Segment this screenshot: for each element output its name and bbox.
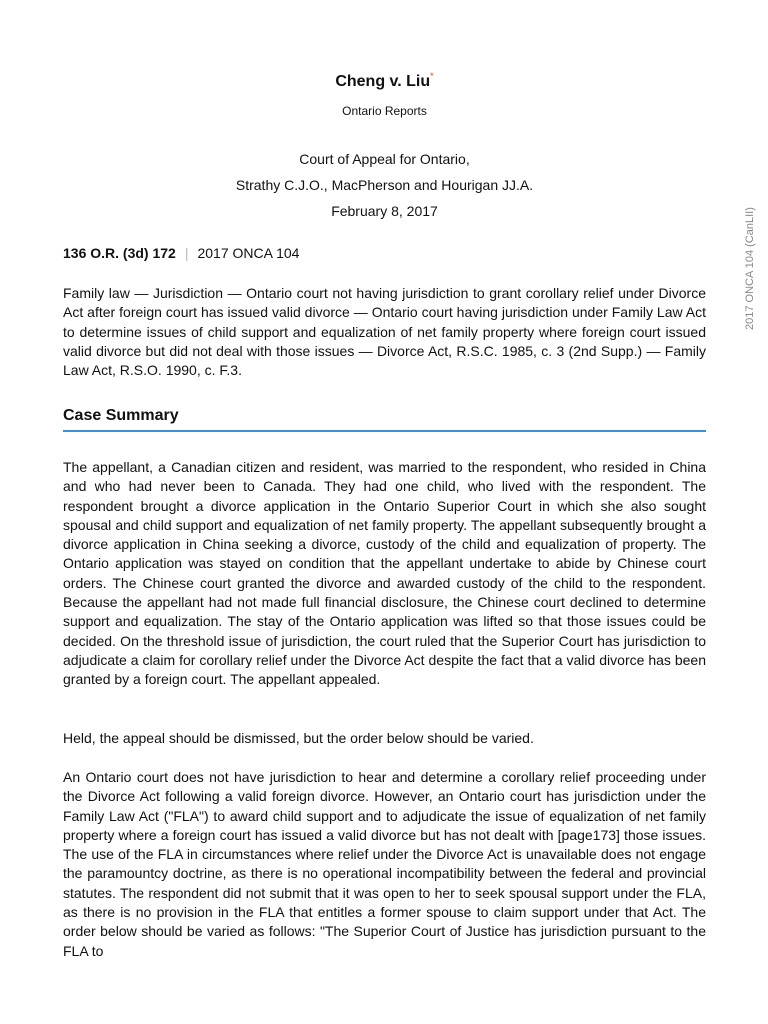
section-divider [63, 430, 706, 432]
footnote-mark[interactable]: * [430, 71, 434, 81]
reporter-citation: 136 O.R. (3d) 172 [63, 245, 176, 261]
summary-paragraph: The appellant, a Canadian citizen and resident, was married to the respondent, who resided in China and who had never been to Canada. They had one child, who lived with the respondent. The respondent brought a divorce application in the Ontario Superior Court in which she also sought spousal and child support and equalization of net family property. The appellant subsequently brought a divorce application in China seeking a divorce, custody of the child and equalization of property. The Ontario application was stayed on condition that the appellant undertake to abide by Chinese court orders. The Chinese court granted the divorce and awarded custody of the child to the respondent. Because the appellant had not made full financial disclosure, the Chinese court declined to determine support and equalization. The stay of the Ontario application was lifted so that those issues could be decided. On the threshold issue of jurisdiction, the court ruled that the Superior Court has jurisdiction to adjudicate a claim for corollary relief under the Divorce Act despite the fact that a valid divorce has been granted by a foreign court. The appellant appealed. [63, 459, 706, 688]
headnote-keywords: Family law — Jurisdiction — Ontario court not having jurisdiction to grant corollary relief under Divorce Act after foreign court has issued valid divorce — Ontario court having jurisdiction under Family Law Act to determine issues of child support and equalization of net family property where foreign court issued valid divorce but did not deal with those issues — Divorce Act, R.S.C. 1985, c. 3 (2nd Supp.) — Family Law Act, R.S.O. 1990, c. F.3. [63, 285, 706, 379]
case-title: Cheng v. Liu* [335, 71, 434, 90]
citation-line [63, 245, 299, 261]
court-name: Court of Appeal for Ontario, [299, 151, 470, 167]
reporter-name: Ontario Reports [342, 104, 427, 118]
held-paragraph: Held, the appeal should be dismissed, but the order below should be varied. [63, 730, 534, 746]
court-info [63, 146, 706, 224]
judges: Strathy C.J.O., MacPherson and Hourigan JJ.A. [235, 177, 534, 193]
canlii-watermark: 2017 ONCA 104 (CanLII) [744, 207, 756, 330]
neutral-citation: 2017 ONCA 104 [197, 245, 300, 261]
section-title: Case Summary [63, 407, 179, 424]
summary-paragraph: An Ontario court does not have jurisdiction to hear and determine a corollary relief proceeding under the Divorce Act following a valid foreign divorce. However, an Ontario court has jurisdiction under the Family Law Act ("FLA") to award child support and to adjudicate the issue of equalization of net family property where a foreign court has issued a valid divorce but has not dealt with [page173] those issues. The use of the FLA in circumstances where relief under the Divorce Act is unavailable does not engage the paramountcy doctrine, as there is no operational incompatibility between the federal and provincial statutes. The respondent did not submit that it was open to her to seek spousal support under the FLA, as there is no provision in the FLA that entitles a former spouse to claim support under that Act. The order below should be varied as follows: "The Superior Court of Justice has jurisdiction pursuant to the FLA to [63, 769, 706, 959]
citation-separator: | [184, 245, 189, 261]
decision-date: February 8, 2017 [331, 203, 438, 219]
